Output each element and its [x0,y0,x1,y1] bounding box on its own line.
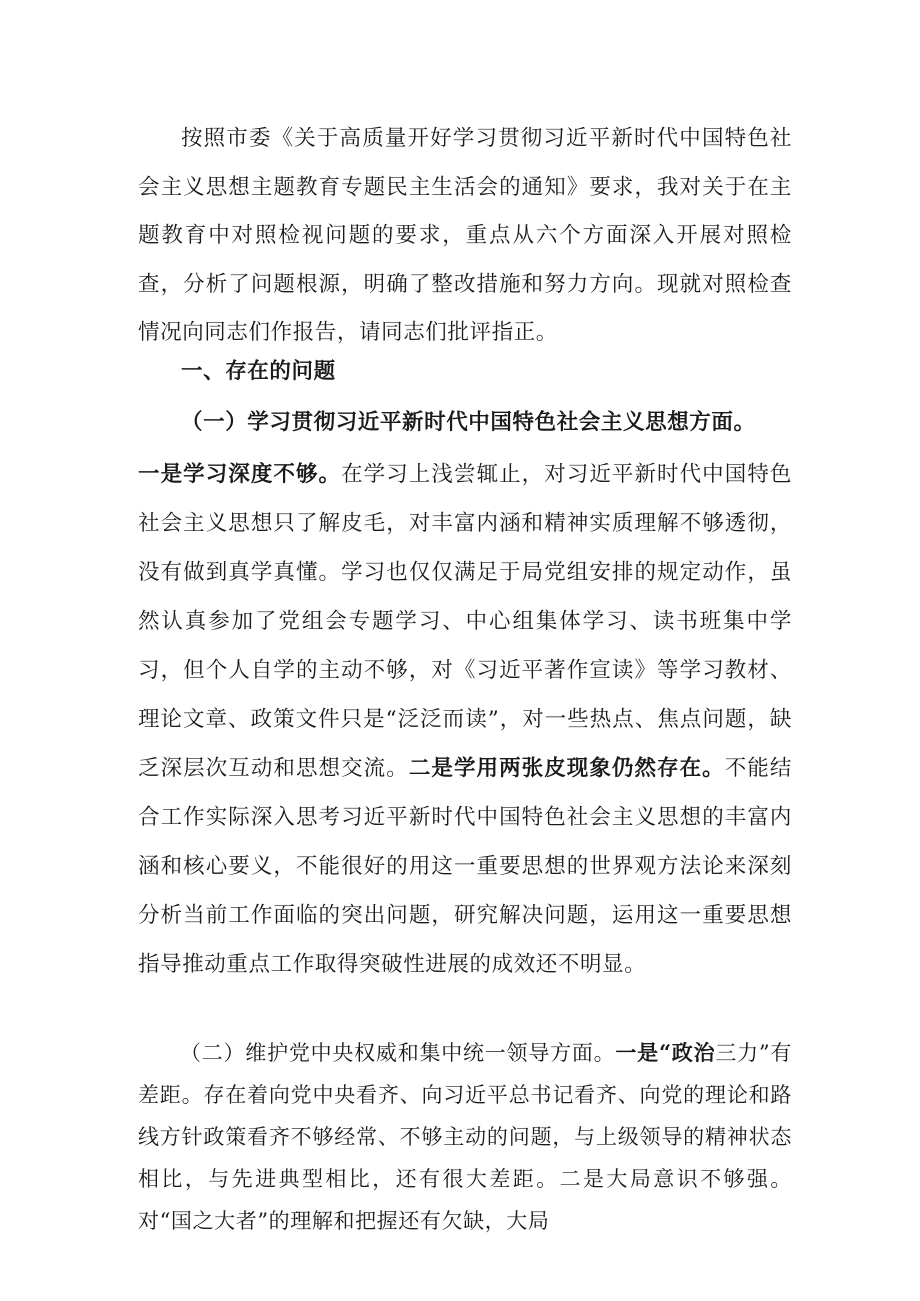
intro-paragraph: 按照市委《关于高质量开好学习贯彻习近平新时代中国特色社会主义思想主题教育专题民主生活会的通知》要求，我对关于在主题教育中对照检视问题的要求，重点从六个方面深入开展对照检查，分析了问题根源，明确了整改措施和努力方向。现就对照检查情况向同志们作报告，请同志们批评指正。 [138,126,792,345]
sub-heading-authority: （二）维护党中央权威和集中统一领导方面。 [180,1041,616,1065]
paragraph-authority [138,1032,792,1242]
sub-heading-study: （一）学习贯彻习近平新时代中国特色社会主义思想方面。 [181,410,756,435]
point-text-politics: 三力”有差距。存在着向党中央看齐、向习近平总书记看齐、向党的理论和路线方针政策看齐不够经常、不够主动的问题，与上级领导的精神状态相比，与先进典型相比，还有很大差距。二是大局意识不够强。对“国之大者”的理解和把握还有欠缺，大局 [138,1041,792,1233]
point-label-depth: 一是学习深度不够。 [138,462,342,487]
point-label-practice: 二是学用两张皮现象仍然存在。 [408,756,725,781]
point-text-depth: 在学习上浅尝辄止，对习近平新时代中国特色社会主义思想只了解皮毛，对丰富内涵和精神实质理解不够透彻，没有做到真学真懂。学习也仅仅满足于局党组安排的规定动作，虽然认真参加了党组会专题学习、中心组集体学习、读书班集中学习，但个人自学的主动不够，对《习近平著作宣读》等学习教材、理论文章、政策文件只是“泛泛而读”，对一些热点、焦点问题，缺乏深层次互动和思想交流。 [138,462,792,781]
section-heading: 一、存在的问题 [181,359,336,384]
paragraph-study-problems [138,450,792,989]
point-text-practice: 不能结合工作实际深入思考习近平新时代中国特色社会主义思想的丰富内涵和核心要义，不能很好的用这一重要思想的世界观方法论来深刻分析当前工作面临的突出问题，研究解决问题，运用这一重要思想指导推动重点工作取得突破性进展的成效还不明显。 [138,756,793,977]
point-label-politics: 一是“政治 [615,1040,716,1065]
